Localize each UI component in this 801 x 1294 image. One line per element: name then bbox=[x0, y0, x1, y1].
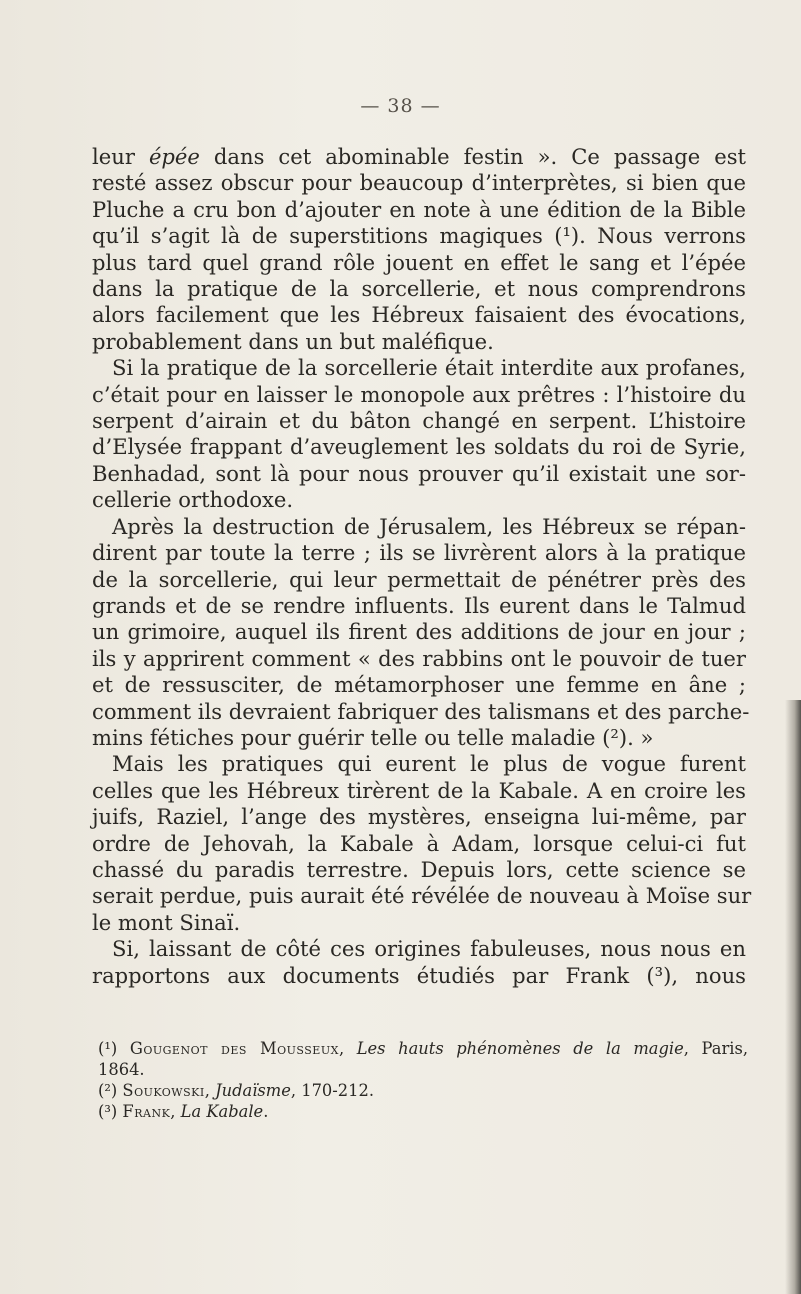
main-text bbox=[92, 144, 752, 989]
text-line: resté assez obscur pour beaucoup d’interprètes, si bien que bbox=[92, 170, 746, 196]
text-line: qu’il s’agit là de superstitions magiques (¹). Nous verrons bbox=[92, 223, 746, 249]
text-line: Si la pratique de la sorcellerie était interdite aux profanes, bbox=[112, 355, 746, 381]
text-line: serait perdue, puis aurait été révélée de nouveau à Moïse sur bbox=[92, 883, 752, 909]
text-line: cellerie orthodoxe. bbox=[92, 487, 294, 513]
text-line: ils y apprirent comment « des rabbins ont le pouvoir de tuer bbox=[92, 645, 746, 671]
paragraph bbox=[92, 355, 746, 513]
text-line: grands et de se rendre influents. Ils eurent dans le Talmud bbox=[92, 592, 746, 618]
text-line: serpent d’airain et du bâton changé en serpent. L’histoire bbox=[92, 408, 746, 434]
paragraph bbox=[92, 513, 750, 752]
text-line: probablement dans un but maléfique. bbox=[92, 328, 494, 354]
text-line: de la sorcellerie, qui leur permettait de pénétrer près des bbox=[92, 566, 746, 592]
text-line: Benhadad, sont là pour nous prouver qu’il existait une sor- bbox=[92, 460, 746, 486]
paragraph bbox=[92, 144, 746, 355]
text-line: Après la destruction de Jérusalem, les Hébreux se répan- bbox=[112, 513, 746, 539]
text-line: et de ressusciter, de métamorphoser une femme en âne ; bbox=[92, 672, 746, 698]
text-line: rapportons aux documents étudiés par Frank (³), nous bbox=[92, 962, 746, 988]
text-line: mins fétiches pour guérir telle ou telle maladie (²). » bbox=[92, 724, 654, 750]
text-line: le mont Sinaï. bbox=[92, 909, 241, 935]
paragraph bbox=[92, 751, 752, 936]
footnote: (³) Frank, La Kabale. bbox=[98, 1102, 269, 1121]
text-line: d’Elysée frappant d’aveuglement les soldats du roi de Syrie, bbox=[92, 434, 746, 460]
text-line: juifs, Raziel, l’ange des mystères, enseigna lui-même, par bbox=[92, 804, 746, 830]
page-edge-shadow bbox=[785, 700, 801, 1294]
text-line: plus tard quel grand rôle jouent en effet le sang et l’épée bbox=[92, 249, 746, 275]
text-line: chassé du paradis terrestre. Depuis lors, cette science se bbox=[92, 856, 746, 882]
footnote-continuation: 1864. bbox=[98, 1060, 145, 1079]
paragraph bbox=[92, 936, 746, 989]
text-line: Si, laissant de côté ces origines fabuleuses, nous nous en bbox=[112, 936, 746, 962]
text-line: un grimoire, auquel ils firent des additions de jour en jour ; bbox=[92, 619, 746, 645]
text-line: alors facilement que les Hébreux faisaient des évocations, bbox=[92, 302, 746, 328]
footnote: (²) Soukowski, Judaïsme, 170-212. bbox=[98, 1081, 375, 1100]
footnotes bbox=[98, 1038, 748, 1122]
text-line: celles que les Hébreux tirèrent de la Kabale. A en croire les bbox=[92, 777, 746, 803]
text-line: c’était pour en laisser le monopole aux prêtres : l’histoire du bbox=[92, 381, 746, 407]
text-line: Mais les pratiques qui eurent le plus de vogue furent bbox=[112, 751, 746, 777]
text-line: dirent par toute la terre ; ils se livrèrent alors à la pratique bbox=[92, 540, 746, 566]
text-line: leur épée dans cet abominable festin ». Ce passage est bbox=[92, 144, 747, 169]
text-line: Pluche a cru bon d’ajouter en note à une édition de la Bible bbox=[92, 196, 746, 222]
text-line: dans la pratique de la sorcellerie, et nous comprendrons bbox=[92, 276, 746, 302]
text-line: ordre de Jehovah, la Kabale à Adam, lorsque celui-ci fut bbox=[92, 830, 746, 856]
footnote: (¹) Gougenot des Mousseux, Les hauts phénomènes de la magie, Paris, bbox=[98, 1039, 748, 1058]
page-number: — 38 — bbox=[360, 95, 441, 117]
text-line: comment ils devraient fabriquer des talismans et des parche- bbox=[92, 698, 750, 724]
